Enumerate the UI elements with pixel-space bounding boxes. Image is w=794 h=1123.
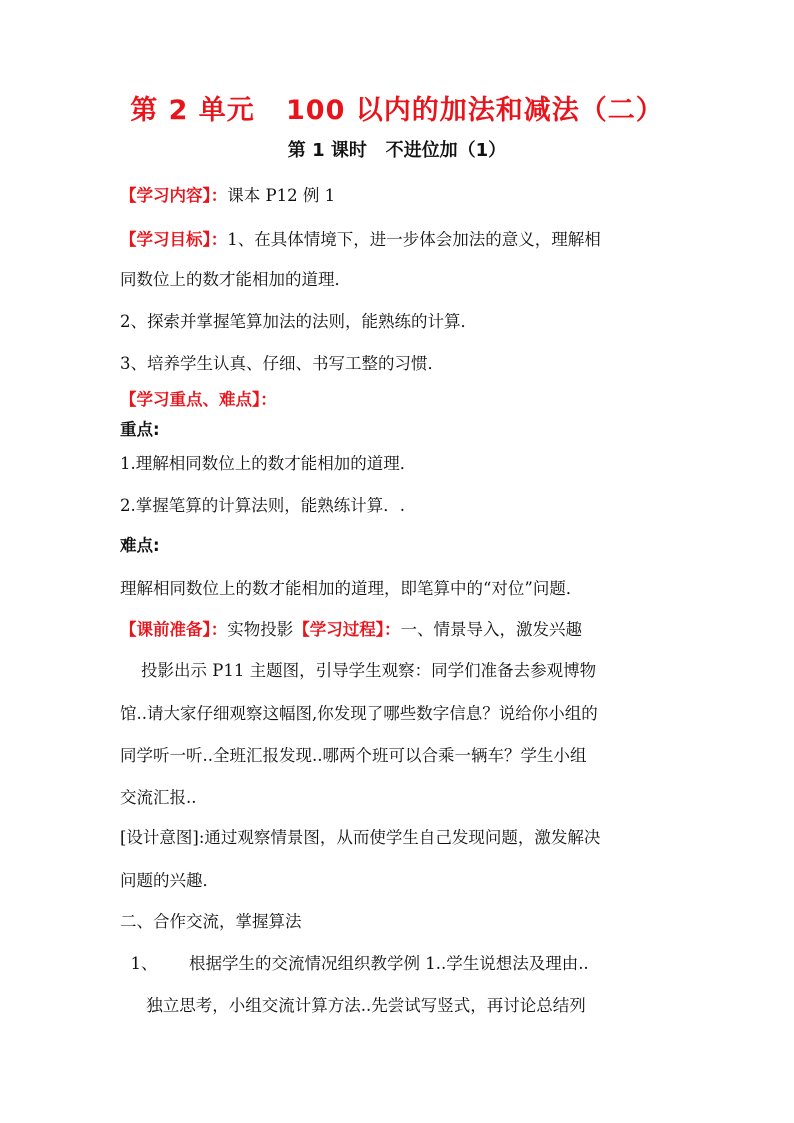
section-2-heading: 二、合作交流，掌握算法 [120,912,302,931]
goals-text-1: 1、在具体情境下，进一步体会加法的意义，理解相 [227,230,601,249]
key-item-2: 2.掌握笔算的计算法则，能熟练计算．. [120,496,405,515]
content-text: 课本 P12 例 1 [227,186,336,205]
unit-title: 第 2 单元 100 以内的加法和减法（二） [130,95,664,126]
paragraph-1-line-1: 投影出示 P11 主题图，引导学生观察：同学们准备去参观博物 [120,661,597,680]
key-label: 重点: [120,420,160,439]
prep-text: 实物投影 [227,620,294,639]
key-item-1: 1.理解相同数位上的数才能相加的道理． [120,454,417,473]
design-intent-line-1: [设计意图]:通过观察情景图，从而使学生自己发现问题，激发解决 [120,828,601,847]
difficult-text: 理解相同数位上的数才能相加的道理，即笔算中的“对位”问题． [120,579,583,598]
goals-line-3: 2、探索并掌握笔算加法的法则，能熟练的计算． [120,312,477,331]
step-1: 1、 根据学生的交流情况组织教学例 1..学生说想法及理由.. [120,954,589,973]
process-label: 【学习过程】： [293,620,401,639]
goals-line-1 [120,232,601,249]
process-text: 一、情景导入，激发兴趣 [400,620,582,639]
step-1-continued: 独立思考，小组交流计算方法..先尝试写竖式，再讨论总结列 [120,996,586,1015]
prep-label: 【课前准备】： [120,620,228,639]
goals-line-2: 同数位上的数才能相加的道理． [120,270,351,289]
lesson-subtitle: 第 1 课时 不进位加（1） [287,140,507,161]
difficult-label: 难点: [120,536,160,555]
design-intent-line-2: 问题的兴趣． [120,871,219,890]
content-label: 【学习内容】： [120,186,228,205]
prep-process-line [120,622,582,639]
goals-line-4: 3、培养学生认真、仔细、书写工整的习惯． [120,354,444,373]
paragraph-1-line-3: 同学听一听..全班汇报发现..哪两个班可以合乘一辆车？学生小组 [120,746,587,765]
keypoints-label: 【学习重点、难点】： [120,390,277,409]
content-line [120,188,335,205]
paragraph-1-line-2: 馆..请大家仔细观察这幅图,你发现了哪些数字信息？说给你小组的 [120,704,598,723]
paragraph-1-line-4: 交流汇报.. [120,788,197,807]
goals-label: 【学习目标】： [120,230,228,249]
